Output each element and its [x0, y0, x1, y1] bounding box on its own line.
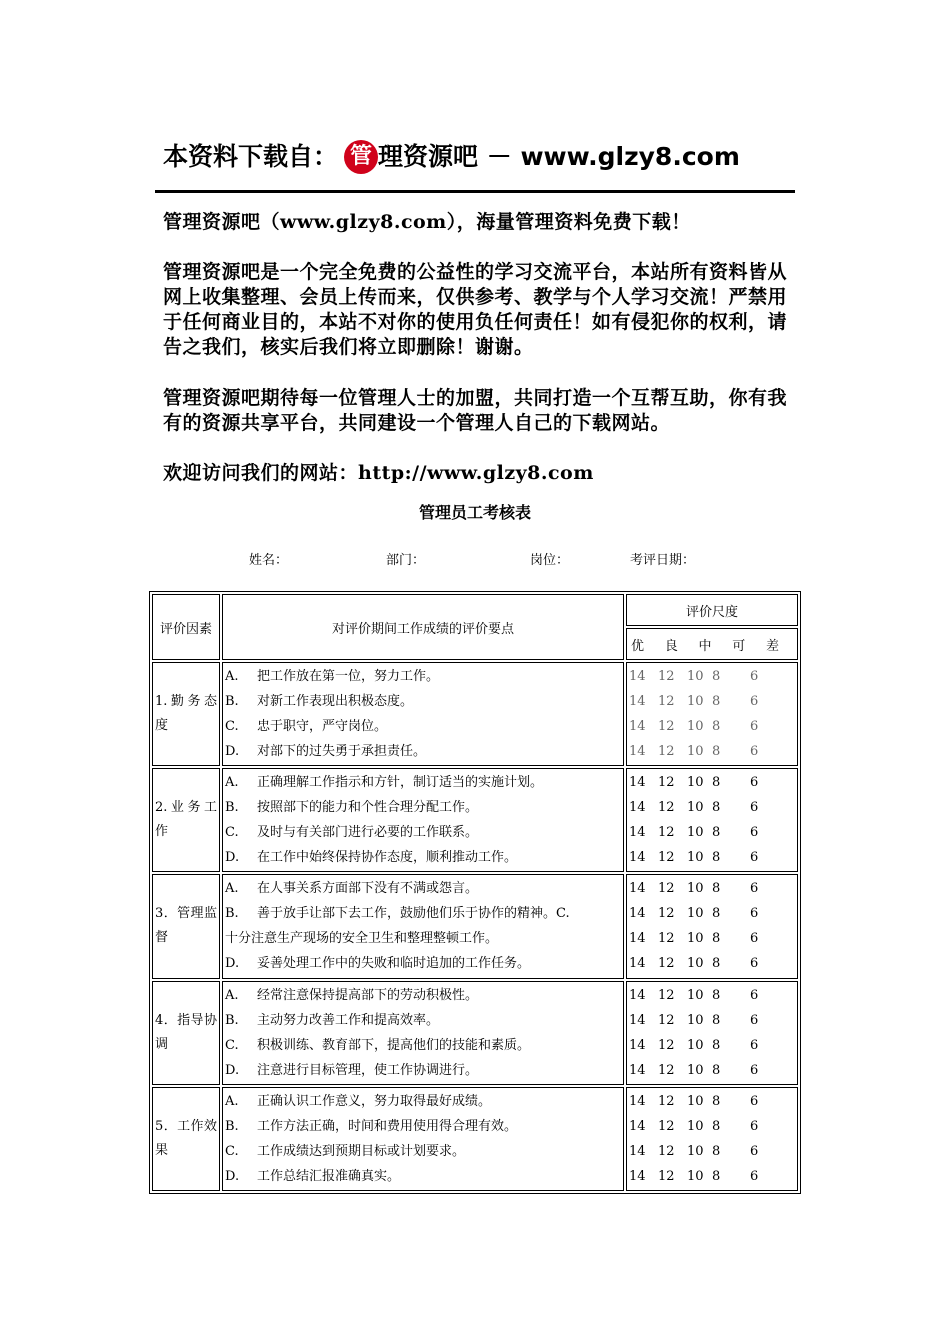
header-scale: 评价尺度 [626, 594, 798, 626]
intro-paragraph-2: 管理资源吧是一个完全免费的公益性的学习交流平台，本站所有资料皆从网上收集整理、会员上传而来，仅供参考、教学与个人学习交流！严禁用于任何商业目的，本站不对你的使用负任何责任！如有侵犯你的权利，请告之我们，核实后我们将立即删除！谢谢。 [163, 261, 788, 358]
score-row: 14 12 10 8 6 [629, 719, 759, 735]
table-row [152, 981, 798, 1085]
score-row: 14 12 10 8 6 [629, 669, 759, 685]
point-item: A. 在人事关系方面部下没有不满或怨言。 [225, 881, 479, 897]
scores-cell [626, 662, 798, 766]
score-row: 14 12 10 8 6 [629, 775, 759, 791]
factor-cell: 4．指导协调 [152, 981, 220, 1085]
points-cell [222, 662, 624, 766]
point-item: 十分注意生产现场的安全卫生和整理整顿工作。 [225, 931, 499, 947]
point-item: D. 对部下的过失勇于承担责任。 [225, 744, 427, 760]
point-item: C. 及时与有关部门进行必要的工作联系。 [225, 825, 479, 841]
banner-prefix: 本资料下载自： [163, 142, 339, 171]
factor-cell: 1.勤务态度 [152, 662, 220, 766]
score-row: 14 12 10 8 6 [629, 1168, 759, 1184]
banner-site-name: 理资源吧 [378, 142, 479, 171]
point-item: A. 把工作放在第一位，努力工作。 [225, 669, 440, 685]
points-cell [222, 874, 624, 978]
point-item: D. 注意进行目标管理，使工作协调进行。 [225, 1062, 479, 1078]
evaluation-table [149, 591, 801, 1194]
score-row: 14 12 10 8 6 [629, 956, 759, 972]
evaluation-date-label: 考评日期： [630, 553, 696, 568]
scale-label-excellent: 优 [631, 638, 645, 654]
position-label: 岗位： [530, 553, 570, 568]
score-row: 14 12 10 8 6 [629, 800, 759, 816]
score-row: 14 12 10 8 6 [629, 1093, 759, 1109]
form-title: 管理员工考核表 [418, 503, 531, 522]
site-logo: 管 [344, 140, 378, 174]
scores-cell [626, 1087, 798, 1191]
banner-divider [155, 190, 795, 193]
point-item: B. 对新工作表现出积极态度。 [225, 694, 414, 710]
table-row [152, 1087, 798, 1191]
point-item: A. 经常注意保持提高部下的劳动积极性。 [225, 987, 479, 1003]
point-item: C. 工作成绩达到预期目标或计划要求。 [225, 1143, 466, 1159]
intro-paragraph-4: 欢迎访问我们的网站：http://www.glzy8.com [163, 462, 594, 484]
point-item: B. 按照部下的能力和个性合理分配工作。 [225, 800, 479, 816]
score-row: 14 12 10 8 6 [629, 694, 759, 710]
intro-paragraph-1: 管理资源吧（www.glzy8.com），海量管理资料免费下载！ [163, 211, 691, 233]
point-item: D. 在工作中始终保持协作态度，顺利推动工作。 [225, 850, 518, 866]
factor-cell: 3．管理监督 [152, 874, 220, 978]
score-row: 14 12 10 8 6 [629, 931, 759, 947]
score-row: 14 12 10 8 6 [629, 987, 759, 1003]
name-label: 姓名： [249, 553, 289, 568]
header-factor: 评价因素 [152, 594, 220, 660]
score-row: 14 12 10 8 6 [629, 1037, 759, 1053]
table-row [152, 874, 798, 978]
score-row: 14 12 10 8 6 [629, 1118, 759, 1134]
header-evaluation-points: 对评价期间工作成绩的评价要点 [222, 594, 624, 660]
point-item: D. 妥善处理工作中的失败和临时追加的工作任务。 [225, 956, 531, 972]
score-row: 14 12 10 8 6 [629, 1143, 759, 1159]
score-row: 14 12 10 8 6 [629, 881, 759, 897]
score-row: 14 12 10 8 6 [629, 850, 759, 866]
point-item: A. 正确理解工作指示和方针，制订适当的实施计划。 [225, 775, 544, 791]
scale-label-average: 中 [698, 638, 712, 654]
scale-label-good: 良 [664, 638, 678, 654]
scores-cell [626, 874, 798, 978]
scores-cell [626, 981, 798, 1085]
scale-label-fair: 可 [732, 638, 746, 654]
banner-url: － www.glzy8.com [478, 142, 740, 171]
point-item: A. 正确认识工作意义，努力取得最好成绩。 [225, 1093, 492, 1109]
score-row: 14 12 10 8 6 [629, 744, 759, 760]
department-label: 部门： [386, 553, 426, 568]
factor-cell: 5．工作效果 [152, 1087, 220, 1191]
intro-paragraph-3: 管理资源吧期待每一位管理人士的加盟，共同打造一个互帮互助，你有我有的资源共享平台，共同建设一个管理人自己的下载网站。 [163, 387, 788, 434]
point-item: C. 忠于职守，严守岗位。 [225, 719, 388, 735]
scale-labels-cell [626, 628, 798, 660]
point-item: B. 工作方法正确，时间和费用使用得合理有效。 [225, 1118, 518, 1134]
scale-label-poor: 差 [765, 638, 779, 654]
point-item: B. 善于放手让部下去工作，鼓励他们乐于协作的精神。C. [225, 906, 570, 922]
point-item: D. 工作总结汇报准确真实。 [225, 1168, 401, 1184]
points-cell [222, 1087, 624, 1191]
score-row: 14 12 10 8 6 [629, 906, 759, 922]
score-row: 14 12 10 8 6 [629, 1012, 759, 1028]
points-cell [222, 981, 624, 1085]
download-banner [163, 136, 793, 176]
score-row: 14 12 10 8 6 [629, 825, 759, 841]
points-cell [222, 768, 624, 872]
table-row [152, 768, 798, 872]
point-item: C. 积极训练、教育部下，提高他们的技能和素质。 [225, 1037, 531, 1053]
factor-cell: 2.业务工作 [152, 768, 220, 872]
point-item: B. 主动努力改善工作和提高效率。 [225, 1012, 440, 1028]
score-row: 14 12 10 8 6 [629, 1062, 759, 1078]
scores-cell [626, 768, 798, 872]
table-row [152, 662, 798, 766]
